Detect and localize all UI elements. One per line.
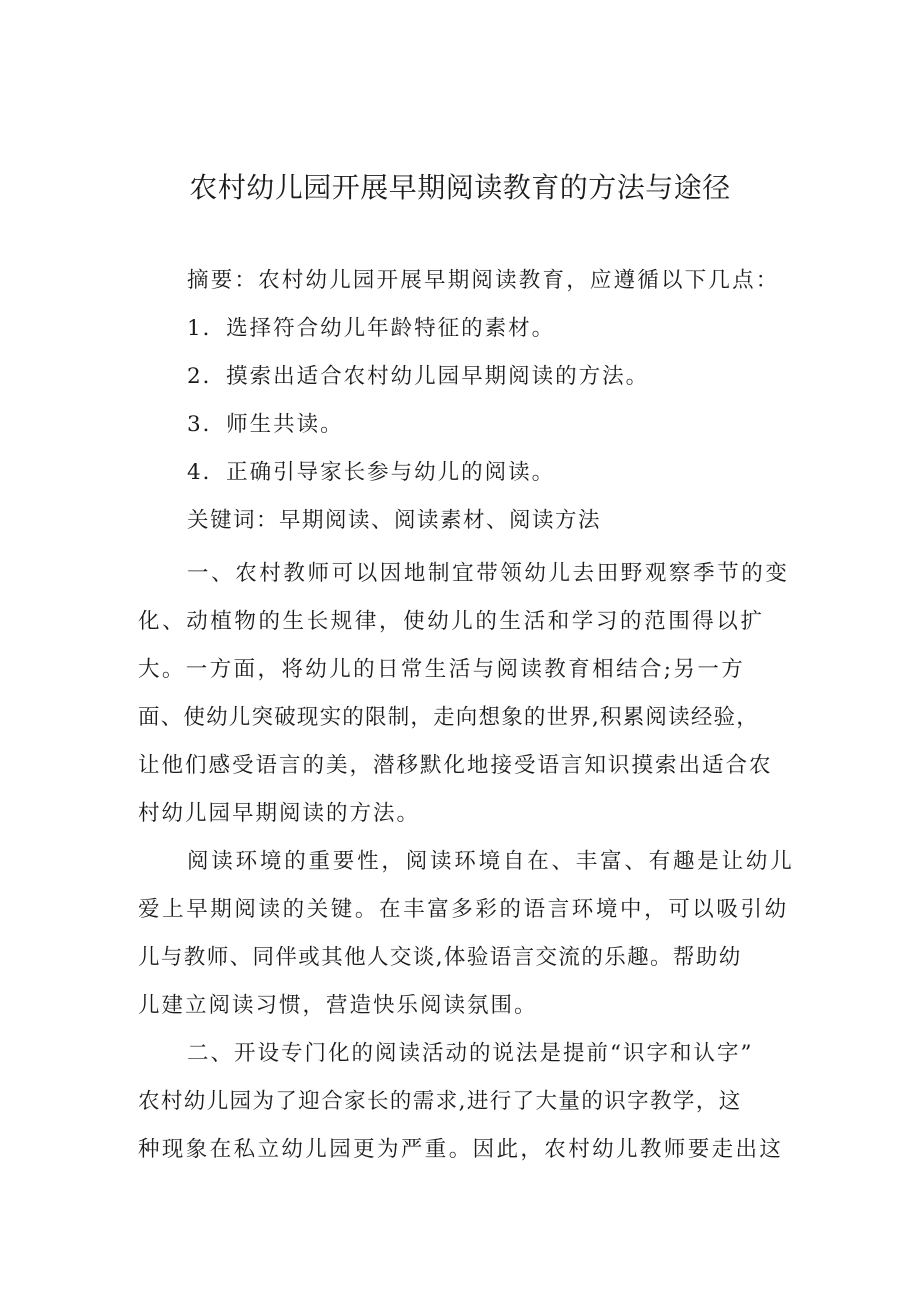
- paragraph-line: 农村幼儿园为了迎合家长的需求,进行了大量的识字教学，这: [138, 1089, 742, 1114]
- document-title: 农村幼儿园开展早期阅读教育的方法与途径: [189, 171, 731, 204]
- abstract-item-4: 4．正确引导家长参与幼儿的阅读。: [187, 460, 556, 485]
- paragraph-line: 种现象在私立幼儿园更为严重。因此，农村幼儿教师要走出这: [138, 1137, 784, 1162]
- paragraph-line: 面、使幼儿突破现实的限制，走向想象的世界,积累阅读经验，: [138, 705, 759, 730]
- body-paragraph-2: [138, 838, 795, 1030]
- paragraph-line: 阅读环境的重要性，阅读环境自在、丰富、有趣是让幼儿: [187, 849, 795, 874]
- abstract-line: 摘要：农村幼儿园开展早期阅读教育，应遵循以下几点：: [187, 268, 780, 293]
- paragraph-line: 让他们感受语言的美，潜移默化地接受语言知识摸索出适合农: [138, 753, 773, 778]
- paragraph-line: 大。一方面，将幼儿的日常生活与阅读教育相结合;另一方: [138, 657, 746, 682]
- body-paragraph-3: [138, 1030, 784, 1174]
- paragraph-line: 儿建立阅读习惯，营造快乐阅读氛围。: [138, 993, 538, 1018]
- paragraph-line: 儿与教师、同伴或其他人交谈,体验语言交流的乐趣。帮助幼: [138, 945, 742, 970]
- keywords-line: 关键词：早期阅读、阅读素材、阅读方法: [187, 508, 602, 533]
- body-paragraph-1: [138, 550, 790, 838]
- abstract-item-1: 1．选择符合幼儿年龄特征的素材。: [187, 316, 556, 341]
- paragraph-line: 一、农村教师可以因地制宜带领幼儿去田野观察季节的变: [187, 561, 790, 586]
- paragraph-line: 化、动植物的生长规律，使幼儿的生活和学习的范围得以扩: [138, 609, 765, 634]
- abstract-item-2: 2．摸索出适合农村幼儿园早期阅读的方法。: [187, 364, 650, 389]
- paragraph-line: 村幼儿园早期阅读的方法。: [138, 801, 421, 826]
- paragraph-line: 二、开设专门化的阅读活动的说法是提前“识字和认字”: [187, 1041, 754, 1066]
- abstract-item-3: 3．师生共读。: [187, 412, 344, 437]
- paragraph-line: 爱上早期阅读的关键。在丰富多彩的语言环境中，可以吸引幼: [138, 897, 789, 922]
